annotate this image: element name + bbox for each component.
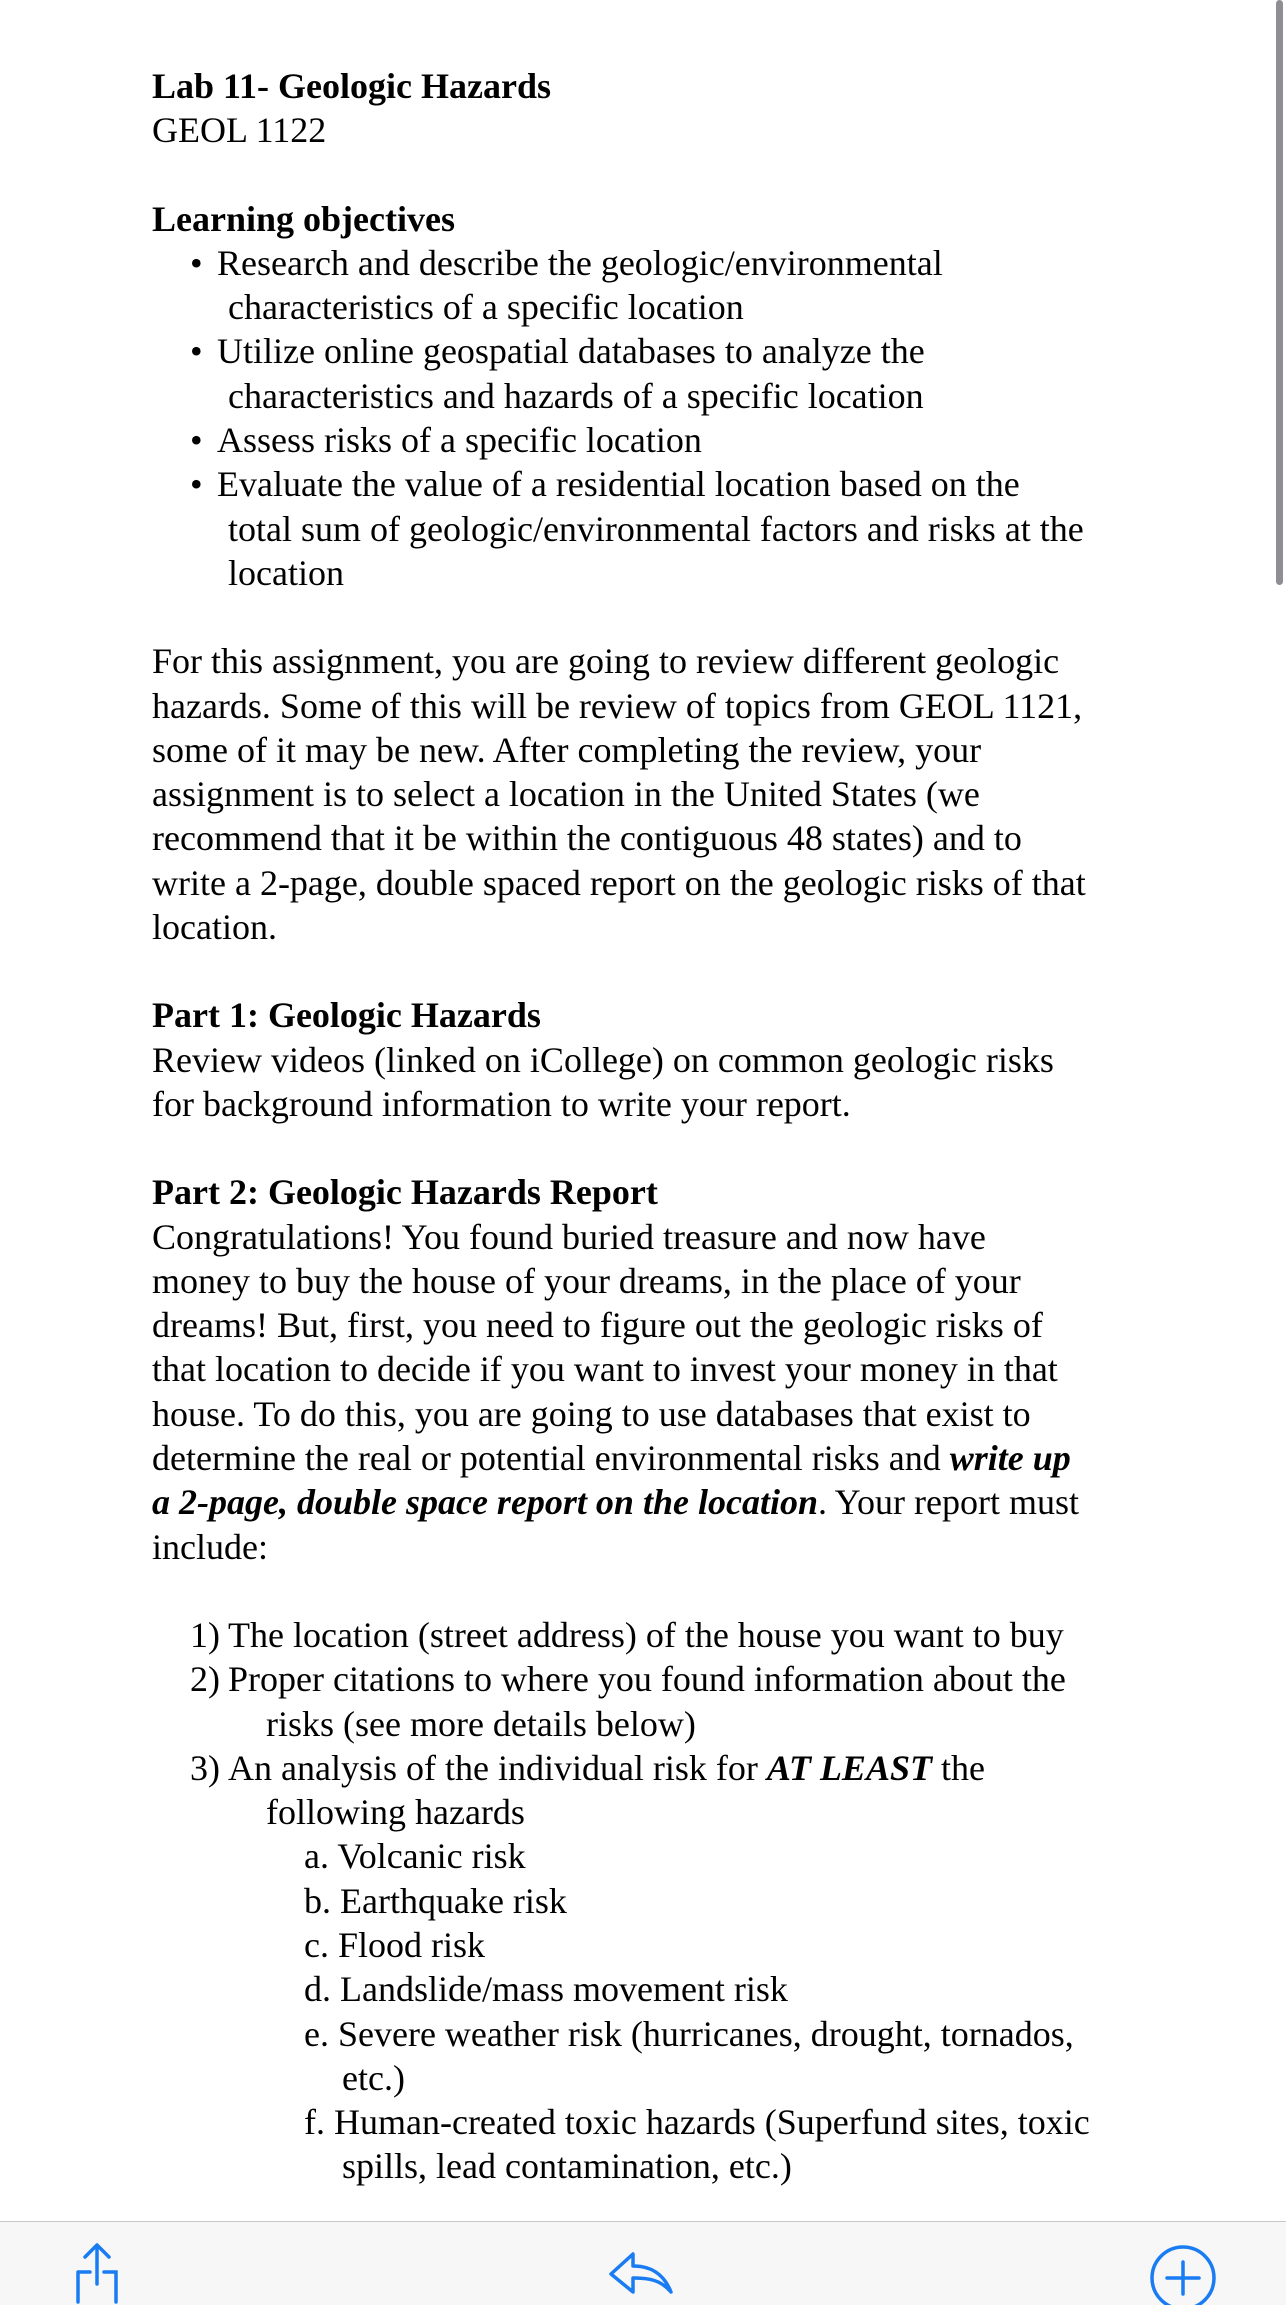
objective-text: total sum of geologic/environmental factors and risks at the: [228, 508, 1084, 549]
part1-line: Review videos (linked on iCollege) on common geologic risks: [152, 1039, 1054, 1080]
objective-item: [152, 462, 1152, 595]
part2-line: [152, 1480, 1152, 1524]
bullet-icon: •: [190, 420, 203, 461]
part2-line: Congratulations! You found buried treasure and now have: [152, 1216, 986, 1257]
intro-line: write a 2-page, double spaced report on the geologic risks of that: [152, 862, 1086, 903]
hazards-list: [266, 1834, 1152, 2188]
intro-line: hazards. Some of this will be review of topics from GEOL 1121,: [152, 685, 1083, 726]
requirement-item: [152, 1657, 1152, 1746]
hazard-letter: c.: [304, 1924, 329, 1965]
requirement-text: Proper citations to where you found information about the: [228, 1659, 1066, 1700]
requirement-text: An analysis of the individual risk for: [228, 1747, 767, 1788]
intro-line: some of it may be new. After completing the review, your: [152, 729, 982, 770]
hazard-text: Volcanic risk: [337, 1836, 526, 1877]
scrollbar[interactable]: [1276, 0, 1283, 585]
hazard-text: spills, lead contamination, etc.): [342, 2146, 792, 2187]
bullet-icon: •: [190, 331, 203, 372]
objective-text: Research and describe the geologic/environmental: [217, 242, 943, 283]
emphasis-text: a 2-page, double space report on the location: [152, 1482, 818, 1523]
part2-line: include:: [152, 1526, 268, 1567]
hazard-letter: d.: [304, 1969, 331, 2010]
objectives-heading: Learning objectives: [152, 198, 455, 239]
document-title: Lab 11- Geologic Hazards: [152, 66, 551, 106]
hazard-item: [266, 2100, 1152, 2189]
hazard-letter: a.: [304, 1836, 329, 1877]
intro-line: For this assignment, you are going to review different geologic: [152, 641, 1060, 682]
share-icon[interactable]: [62, 2240, 132, 2305]
requirement-text: risks (see more details below): [266, 1703, 696, 1744]
hazard-letter: f.: [304, 2102, 325, 2143]
requirement-text: the: [931, 1747, 985, 1788]
requirement-item: [152, 1613, 1152, 1657]
objective-item: [152, 418, 1152, 462]
objective-text: Assess risks of a specific location: [217, 420, 702, 461]
hazard-text: Earthquake risk: [340, 1880, 567, 1921]
item-number: 1): [190, 1614, 220, 1655]
part2-text: determine the real or potential environmental risks and: [152, 1438, 950, 1479]
intro-line: recommend that it be within the contiguous 48 states) and to: [152, 818, 1022, 859]
requirement-item: [152, 1746, 1152, 2189]
hazard-text: Severe weather risk (hurricanes, drought, tornados,: [337, 2013, 1074, 2054]
hazard-text: Landslide/mass movement risk: [340, 1969, 788, 2010]
objectives-list: [152, 241, 1152, 595]
hazard-item: [266, 1967, 1152, 2011]
bullet-icon: •: [190, 242, 203, 283]
part2-line: [152, 1436, 1152, 1480]
emphasis-text: write up: [949, 1438, 1071, 1479]
hazard-text: Flood risk: [337, 1924, 486, 1965]
objective-text: characteristics of a specific location: [228, 287, 744, 328]
requirements-list: [152, 1613, 1152, 2189]
intro-paragraph: [152, 639, 1152, 949]
intro-line: location.: [152, 907, 277, 948]
part2-paragraph: [152, 1215, 1152, 1569]
bullet-icon: •: [190, 464, 203, 505]
hazard-item: [266, 1879, 1152, 1923]
part2-text: . Your report must: [817, 1482, 1079, 1523]
requirement-text: The location (street address) of the house you want to buy: [228, 1614, 1064, 1655]
document-page: [152, 64, 1152, 2189]
hazard-letter: b.: [304, 1880, 331, 1921]
part2-line: house. To do this, you are going to use databases that exist to: [152, 1393, 1031, 1434]
objective-item: [152, 329, 1152, 418]
hazard-item: [266, 2012, 1152, 2101]
course-code: GEOL 1122: [152, 110, 327, 151]
part2-line: dreams! But, first, you need to figure out the geologic risks of: [152, 1305, 1043, 1346]
hazard-item: [266, 1834, 1152, 1878]
hazard-text: Human-created toxic hazards (Superfund sites, toxic: [334, 2102, 1090, 2143]
part1-heading: Part 1: Geologic Hazards: [152, 995, 541, 1036]
item-number: 2): [190, 1659, 220, 1700]
reply-icon[interactable]: [605, 2240, 675, 2305]
hazard-text: etc.): [342, 2057, 405, 2098]
objective-item: [152, 241, 1152, 330]
hazard-letter: e.: [304, 2013, 329, 2054]
add-icon[interactable]: [1148, 2240, 1218, 2305]
part2-line: money to buy the house of your dreams, in the place of your: [152, 1260, 1021, 1301]
objective-text: location: [228, 552, 344, 593]
hazard-item: [266, 1923, 1152, 1967]
bottom-toolbar: [0, 2221, 1286, 2305]
objective-text: Evaluate the value of a residential location based on the: [217, 464, 1020, 505]
part2-line: that location to decide if you want to invest your money in that: [152, 1349, 1058, 1390]
item-number: 3): [190, 1747, 220, 1788]
intro-line: assignment is to select a location in the United States (we: [152, 774, 980, 815]
part1-line: for background information to write your report.: [152, 1083, 851, 1124]
objective-text: Utilize online geospatial databases to analyze the: [217, 331, 925, 372]
part2-heading: Part 2: Geologic Hazards Report: [152, 1172, 658, 1213]
objective-text: characteristics and hazards of a specific location: [228, 375, 924, 416]
requirement-text: following hazards: [266, 1792, 525, 1833]
emphasis-text: AT LEAST: [766, 1747, 932, 1788]
